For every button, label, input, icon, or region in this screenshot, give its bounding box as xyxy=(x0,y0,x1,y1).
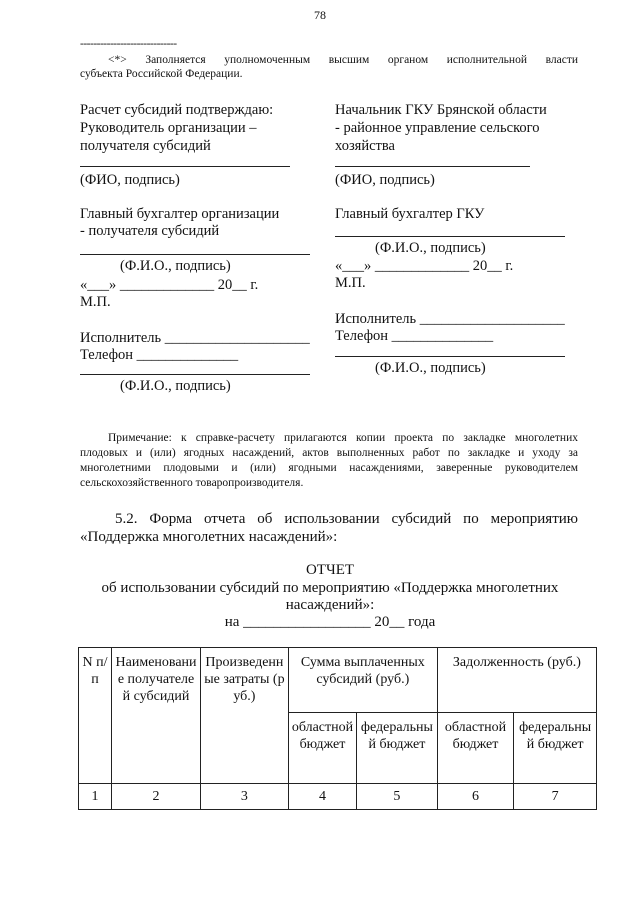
section-heading: 5.2. Форма отчета об использовании субсидий по мероприятию xyxy=(115,511,578,527)
fio-signature-label: (Ф.И.О., подпись) xyxy=(375,240,486,256)
fio-signature-label: (Ф.И.О., подпись) xyxy=(120,258,231,274)
note-text-cont: плодовых и (или) ягодных насаждений, актов выполненных работ по закладке и уходу за xyxy=(80,447,578,459)
footnote-text: <*> Заполняется уполномоченным высшим органом исполнительной власти xyxy=(108,54,578,66)
chief-accountant-org-label: Главный бухгалтер организации xyxy=(80,206,280,222)
section-heading-cont: «Поддержка многолетних насаждений»: xyxy=(80,529,338,545)
signature-line xyxy=(335,356,565,357)
report-subtitle-cont: насаждений»: xyxy=(285,597,375,613)
note-text-cont: сельскохозяйственного товаропроизводителя. xyxy=(80,477,304,489)
signature-line xyxy=(335,236,565,237)
phone-line: Телефон ______________ xyxy=(335,328,494,344)
stamp-place-label: М.П. xyxy=(335,275,366,291)
header-debt: Задолженность (руб.) xyxy=(437,648,596,713)
column-number: 6 xyxy=(437,784,514,810)
gku-head-label-cont: - районное управление сельского xyxy=(335,120,540,136)
fio-signature-label: (ФИО, подпись) xyxy=(80,172,180,188)
footnote-text-cont: субъекта Российской Федерации. xyxy=(80,68,243,80)
head-of-organization-label: Руководитель организации – xyxy=(80,120,257,136)
table-header-row xyxy=(79,648,597,713)
report-subtitle: об использовании субсидий по мероприятию «Поддержка многолетних xyxy=(101,580,559,596)
chief-accountant-org-label-cont: - получателя субсидий xyxy=(80,223,220,239)
executor-line: Исполнитель ____________________ xyxy=(335,311,565,327)
header-paid-subsidies: Сумма выплаченных субсидий (руб.) xyxy=(288,648,437,713)
header-debt-regional: областной бюджет xyxy=(437,713,514,784)
header-paid-regional: областной бюджет xyxy=(288,713,356,784)
gku-head-label-cont2: хозяйства xyxy=(335,138,395,154)
column-number: 4 xyxy=(288,784,356,810)
header-debt-federal: федеральный бюджет xyxy=(514,713,597,784)
header-recipient-name: Наименование получателей субсидий xyxy=(112,648,201,784)
signature-line xyxy=(335,166,530,167)
header-costs: Произведенные затраты (руб.) xyxy=(200,648,288,784)
signature-line xyxy=(80,166,290,167)
phone-line: Телефон ______________ xyxy=(80,347,239,363)
report-title: ОТЧЕТ xyxy=(305,562,355,578)
column-number: 1 xyxy=(79,784,112,810)
fio-signature-label: (Ф.И.О., подпись) xyxy=(375,360,486,376)
column-number: 3 xyxy=(200,784,288,810)
column-number: 2 xyxy=(112,784,201,810)
stamp-place-label: М.П. xyxy=(80,294,111,310)
header-num: N п/п xyxy=(79,648,112,784)
note-text-cont: многолетними плодовыми и (или) ягодными насаждениями, заверенные руководителем xyxy=(80,462,578,474)
date-line: «___» _____________ 20__ г. xyxy=(80,277,259,293)
column-number: 5 xyxy=(357,784,438,810)
signature-line xyxy=(80,374,310,375)
gku-head-label: Начальник ГКУ Брянской области xyxy=(335,102,547,118)
page-number: 78 xyxy=(314,8,326,22)
note-text: Примечание: к справке-расчету прилагаются копии проекта по закладке многолетних xyxy=(108,432,578,444)
signature-line xyxy=(80,254,310,255)
date-line: «___» _____________ 20__ г. xyxy=(335,258,514,274)
confirm-heading: Расчет субсидий подтверждаю: xyxy=(80,102,274,118)
footnote-separator: ----------------------------- xyxy=(80,38,177,50)
executor-line: Исполнитель ____________________ xyxy=(80,330,310,346)
column-number: 7 xyxy=(514,784,597,810)
subsidy-recipient-label: получателя субсидий xyxy=(80,138,211,154)
report-table xyxy=(78,647,597,810)
table-row xyxy=(79,784,597,810)
fio-signature-label: (ФИО, подпись) xyxy=(335,172,435,188)
gku-chief-accountant-label: Главный бухгалтер ГКУ xyxy=(335,206,485,222)
fio-signature-label: (Ф.И.О., подпись) xyxy=(120,378,231,394)
header-paid-federal: федеральный бюджет xyxy=(357,713,438,784)
report-date-line: на _________________ 20__ года xyxy=(224,614,436,630)
